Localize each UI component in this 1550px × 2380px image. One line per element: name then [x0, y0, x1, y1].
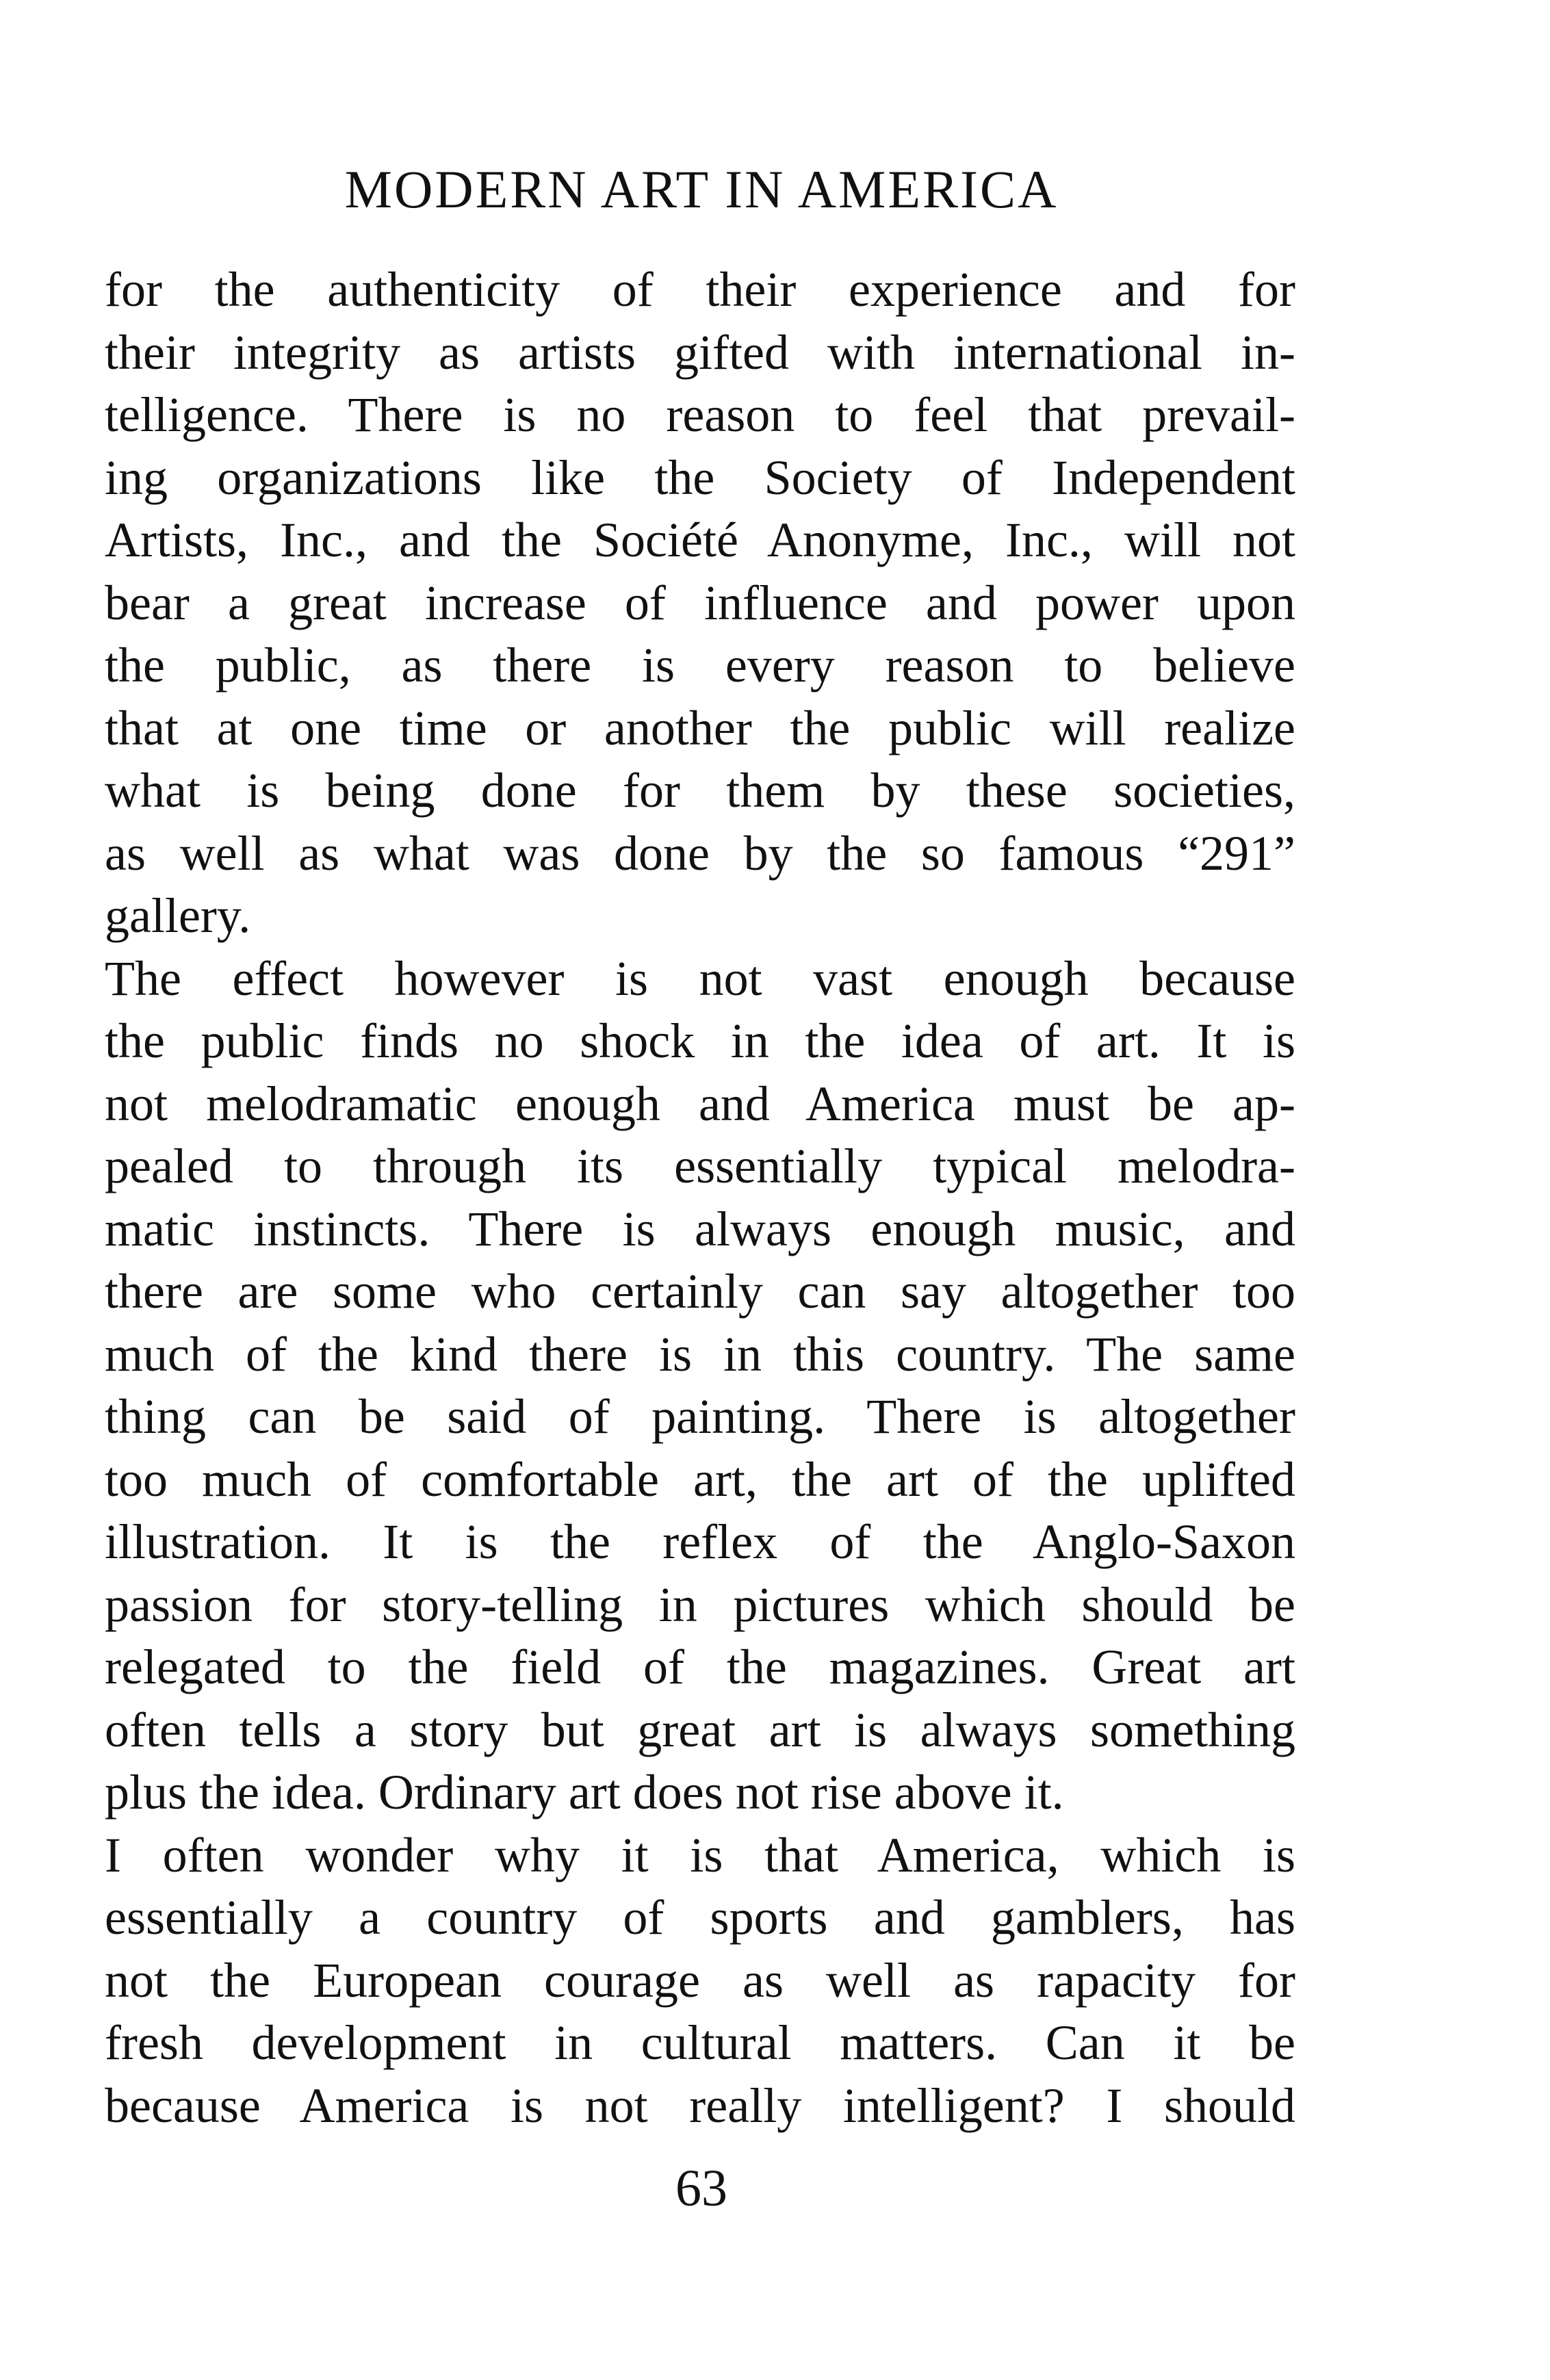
text-line: telligence. There is no reason to feel that prevail-: [105, 387, 1295, 442]
text-line: plus the idea. Ordinary art does not rise above it.: [105, 1765, 1064, 1820]
text-line: there are some who certainly can say altogether too: [105, 1264, 1295, 1319]
text-line: I often wonder why it is that America, which is: [105, 1827, 1295, 1883]
text-line: for the authenticity of their experience and for: [105, 262, 1295, 317]
text-line: because America is not really intelligent? I should: [105, 2078, 1295, 2133]
text-line: essentially a country of sports and gamblers, has: [105, 1890, 1295, 1945]
text-line: their integrity as artists gifted with international in-: [105, 324, 1295, 380]
text-line: bear a great increase of influence and power upon: [105, 575, 1295, 630]
text-line: as well as what was done by the so famous “291”: [105, 825, 1295, 881]
text-line: illustration. It is the reflex of the Anglo-Saxon: [105, 1514, 1295, 1569]
page-number: 63: [675, 2160, 727, 2217]
text-line: ing organizations like the Society of Independent: [105, 450, 1295, 505]
text-line: the public, as there is every reason to believe: [105, 638, 1295, 693]
text-line: the public finds no shock in the idea of art. It is: [105, 1013, 1295, 1068]
paragraph-2: [105, 948, 1295, 1824]
running-head: MODERN ART IN AMERICA: [344, 159, 1059, 219]
text-line: too much of comfortable art, the art of the uplifted: [105, 1451, 1295, 1507]
body-text: [105, 259, 1295, 2137]
text-line: fresh development in cultural matters. Can it be: [105, 2015, 1295, 2070]
text-line: much of the kind there is in this country. The same: [105, 1326, 1295, 1382]
text-line: relegated to the field of the magazines. Great art: [105, 1640, 1295, 1694]
text-line: The effect however is not vast enough because: [105, 950, 1295, 1006]
text-line: pealed to through its essentially typical melodra-: [105, 1139, 1295, 1193]
text-line: not the European courage as well as rapacity for: [105, 1952, 1295, 2008]
paragraph-3: [105, 1824, 1295, 2138]
text-line: what is being done for them by these societies,: [105, 763, 1295, 818]
text-line: gallery.: [105, 888, 251, 943]
text-line: not melodramatic enough and America must be ap-: [105, 1076, 1295, 1131]
paragraph-1: [105, 259, 1295, 948]
text-line: Artists, Inc., and the Société Anonyme, Inc., will not: [105, 513, 1295, 567]
text-line: passion for story-telling in pictures which should be: [105, 1577, 1295, 1632]
text-line: thing can be said of painting. There is altogether: [105, 1389, 1295, 1444]
text-line: matic instincts. There is always enough music, and: [105, 1201, 1295, 1256]
text-line: that at one time or another the public will realize: [105, 700, 1295, 755]
text-line: often tells a story but great art is always something: [105, 1702, 1295, 1757]
